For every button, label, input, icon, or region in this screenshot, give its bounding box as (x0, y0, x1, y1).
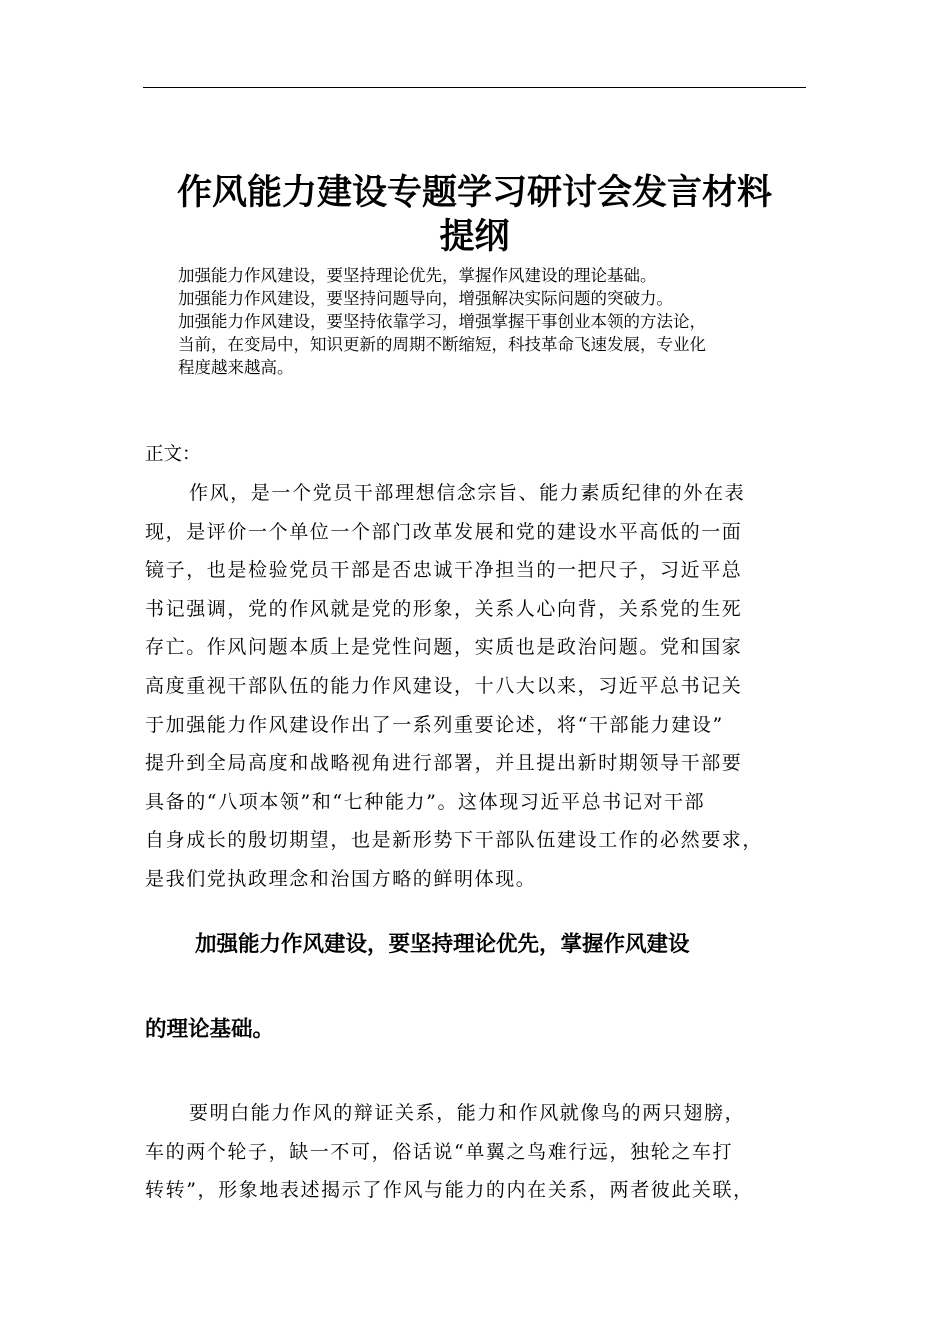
section-heading-line-1: 加强能力作风建设，要坚持理论优先，掌握作风建设 (195, 932, 690, 957)
paragraph-line: 转转”，形象地表述揭示了作风与能力的内在关系，两者彼此关联， (145, 1179, 754, 1202)
paragraph-2 (145, 1094, 825, 1210)
header-rule (143, 87, 806, 88)
paragraph-line: 书记强调，党的作风就是党的形象，关系人心向背，关系党的生死 (145, 597, 743, 620)
paragraph-line: 要明白能力作风的辩证关系，能力和作风就像鸟的两只翅膀， (189, 1102, 746, 1124)
outline-summary (178, 264, 808, 379)
paragraph-line: 具备的“八项本领”和“七种能力”。这体现习近平总书记对干部 (145, 790, 706, 813)
paragraph-1 (145, 474, 825, 899)
paragraph-line: 高度重视干部队伍的能力作风建设，十八大以来，习近平总书记关 (145, 674, 743, 697)
document-title-line-2: 提纲 (439, 217, 510, 257)
summary-line: 加强能力作风建设，要坚持问题导向，增强解决实际问题的突破力。 (178, 289, 673, 308)
summary-line: 当前，在变局中，知识更新的周期不断缩短，科技革命飞速发展，专业化 (178, 335, 706, 354)
paragraph-line: 作风，是一个党员干部理想信念宗旨、能力素质纪律的外在表 (189, 482, 746, 504)
summary-line: 程度越来越高。 (178, 358, 294, 377)
summary-line: 加强能力作风建设，要坚持依靠学习，增强掌握干事创业本领的方法论， (178, 312, 706, 331)
paragraph-line: 存亡。作风问题本质上是党性问题，实质也是政治问题。党和国家 (145, 636, 743, 659)
paragraph-line: 镜子，也是检验党员干部是否忠诚干净担当的一把尺子，习近平总 (145, 559, 743, 582)
paragraph-line: 自身成长的殷切期望，也是新形势下干部队伍建设工作的必然要求， (145, 829, 764, 852)
paragraph-line: 于加强能力作风建设作出了一系列重要论述，将“干部能力建设” (145, 713, 724, 736)
paragraph-line: 是我们党执政理念和治国方略的鲜明体现。 (145, 867, 537, 890)
summary-line: 加强能力作风建设，要坚持理论优先，掌握作风建设的理论基础。 (178, 266, 657, 285)
paragraph-line: 现，是评价一个单位一个部门改革发展和党的建设水平高低的一面 (145, 520, 743, 543)
document-title-line-1: 作风能力建设专题学习研讨会发言材料 (176, 173, 772, 213)
paragraph-line: 提升到全局高度和战略视角进行部署，并且提出新时期领导干部要 (145, 752, 743, 775)
body-label: 正文： (145, 444, 201, 465)
section-heading-line-2: 的理论基础。 (145, 1017, 275, 1042)
paragraph-line: 车的两个轮子，缺一不可，俗话说“单翼之鸟难行远，独轮之车打 (145, 1140, 734, 1163)
